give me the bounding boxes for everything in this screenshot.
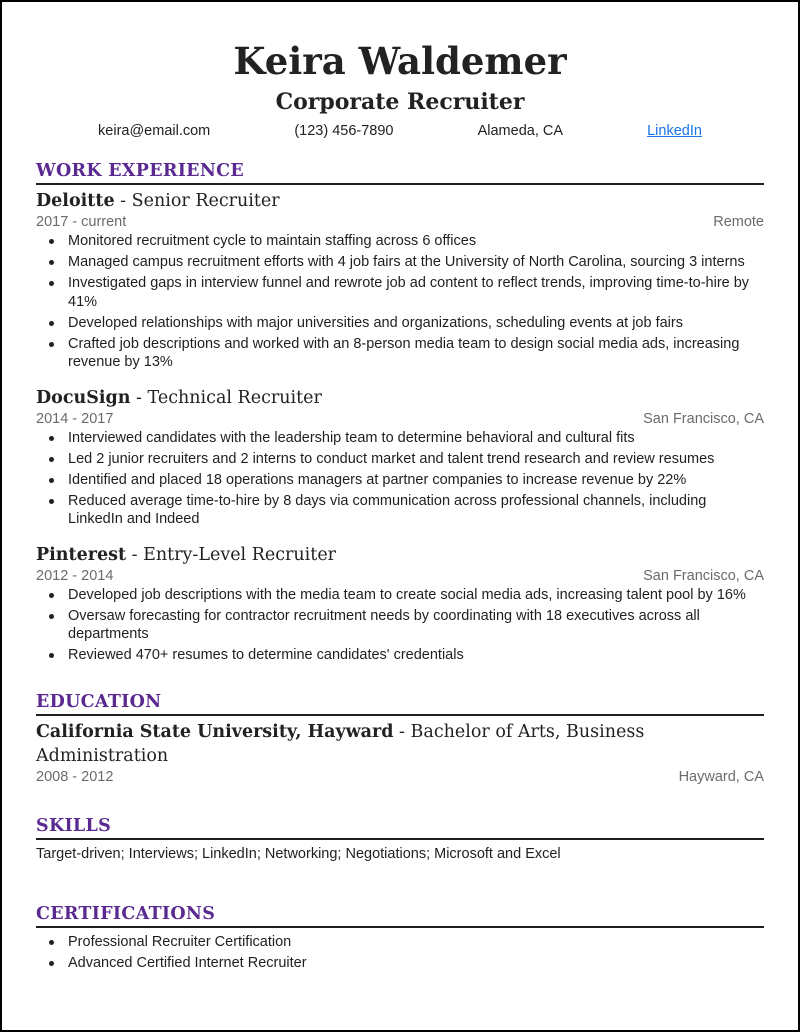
contact-bar bbox=[36, 121, 764, 141]
list-item: Managed campus recruitment efforts with 4 job fairs at the University of North Carolina, sourcing 3 interns bbox=[36, 253, 764, 272]
list-item: Developed job descriptions with the media team to create social media ads, increasing talent pool by 16% bbox=[36, 586, 764, 605]
education-school: California State University, Hayward bbox=[36, 721, 394, 742]
list-item: Advanced Certified Internet Recruiter bbox=[36, 954, 764, 973]
list-item: Oversaw forecasting for contractor recruitment needs by coordinating with 18 executives across all departments bbox=[36, 607, 764, 644]
job-location: San Francisco, CA bbox=[643, 567, 764, 584]
work-experience-heading: WORK EXPERIENCE bbox=[36, 160, 764, 185]
contact-email: keira@email.com bbox=[98, 123, 211, 139]
job-location: San Francisco, CA bbox=[643, 410, 764, 427]
list-item: Professional Recruiter Certification bbox=[36, 933, 764, 952]
job-meta bbox=[36, 410, 764, 429]
candidate-title: Corporate Recruiter bbox=[275, 89, 525, 115]
education-dates: 2008 - 2012 bbox=[36, 768, 114, 785]
education-location: Hayward, CA bbox=[678, 768, 764, 785]
job-header bbox=[36, 543, 764, 567]
list-item: Investigated gaps in interview funnel and rewrote job ad content to reflect trends, improving time-to-hire by 41% bbox=[36, 274, 764, 311]
job-separator: - bbox=[130, 387, 148, 408]
job-separator: - bbox=[114, 191, 132, 211]
education-separator: - bbox=[393, 721, 411, 742]
job-entry-docusign bbox=[36, 386, 764, 529]
job-company: Pinterest bbox=[36, 544, 127, 565]
job-header bbox=[36, 189, 764, 213]
education-header bbox=[36, 720, 764, 768]
education-meta bbox=[36, 768, 764, 787]
job-separator: - bbox=[126, 544, 144, 565]
list-item: Led 2 junior recruiters and 2 interns to conduct market and talent trend research and review resumes bbox=[36, 450, 764, 469]
contact-phone: (123) 456-7890 bbox=[294, 123, 394, 139]
job-entry-pinterest bbox=[36, 543, 764, 665]
job-dates: 2017 - current bbox=[36, 214, 127, 230]
job-company: DocuSign bbox=[36, 387, 131, 408]
job-bullets bbox=[36, 586, 764, 665]
linkedin-link[interactable]: LinkedIn bbox=[647, 123, 702, 139]
job-role: Entry-Level Recruiter bbox=[143, 544, 337, 565]
job-bullets bbox=[36, 429, 764, 529]
list-item: Reduced average time-to-hire by 8 days via communication across professional channels, including LinkedIn and Indeed bbox=[36, 492, 764, 529]
list-item: Developed relationships with major universities and organizations, scheduling events at job fairs bbox=[36, 314, 764, 333]
job-company: Deloitte bbox=[36, 191, 115, 211]
certifications-heading: CERTIFICATIONS bbox=[36, 903, 764, 928]
job-role: Senior Recruiter bbox=[131, 191, 280, 211]
certifications-list bbox=[36, 933, 764, 973]
candidate-name: Keira Waldemer bbox=[233, 39, 567, 83]
job-bullets bbox=[36, 232, 764, 372]
skills-list: Target-driven; Interviews; LinkedIn; Networking; Negotiations; Microsoft and Excel bbox=[36, 845, 561, 862]
job-dates: 2012 - 2014 bbox=[36, 567, 114, 584]
job-location: Remote bbox=[713, 214, 764, 230]
list-item: Interviewed candidates with the leadership team to determine behavioral and cultural fits bbox=[36, 429, 764, 448]
job-role: Technical Recruiter bbox=[147, 387, 322, 408]
list-item: Reviewed 470+ resumes to determine candidates' credentials bbox=[36, 646, 764, 665]
list-item: Crafted job descriptions and worked with an 8-person media team to design social media ads, increasing revenue by 13% bbox=[36, 335, 764, 372]
list-item: Identified and placed 18 operations managers at partner companies to increase revenue by 22% bbox=[36, 471, 764, 490]
job-entry-deloitte bbox=[36, 189, 764, 372]
education-entry bbox=[36, 720, 764, 787]
education-degree: Bachelor of Arts, Business Administration bbox=[36, 721, 645, 766]
job-dates: 2014 - 2017 bbox=[36, 410, 114, 427]
list-item: Monitored recruitment cycle to maintain staffing across 6 offices bbox=[36, 232, 764, 251]
contact-location: Alameda, CA bbox=[477, 123, 564, 139]
job-meta bbox=[36, 567, 764, 586]
job-header bbox=[36, 386, 764, 410]
job-meta bbox=[36, 213, 764, 232]
skills-heading: SKILLS bbox=[36, 815, 764, 840]
education-heading: EDUCATION bbox=[36, 691, 764, 716]
